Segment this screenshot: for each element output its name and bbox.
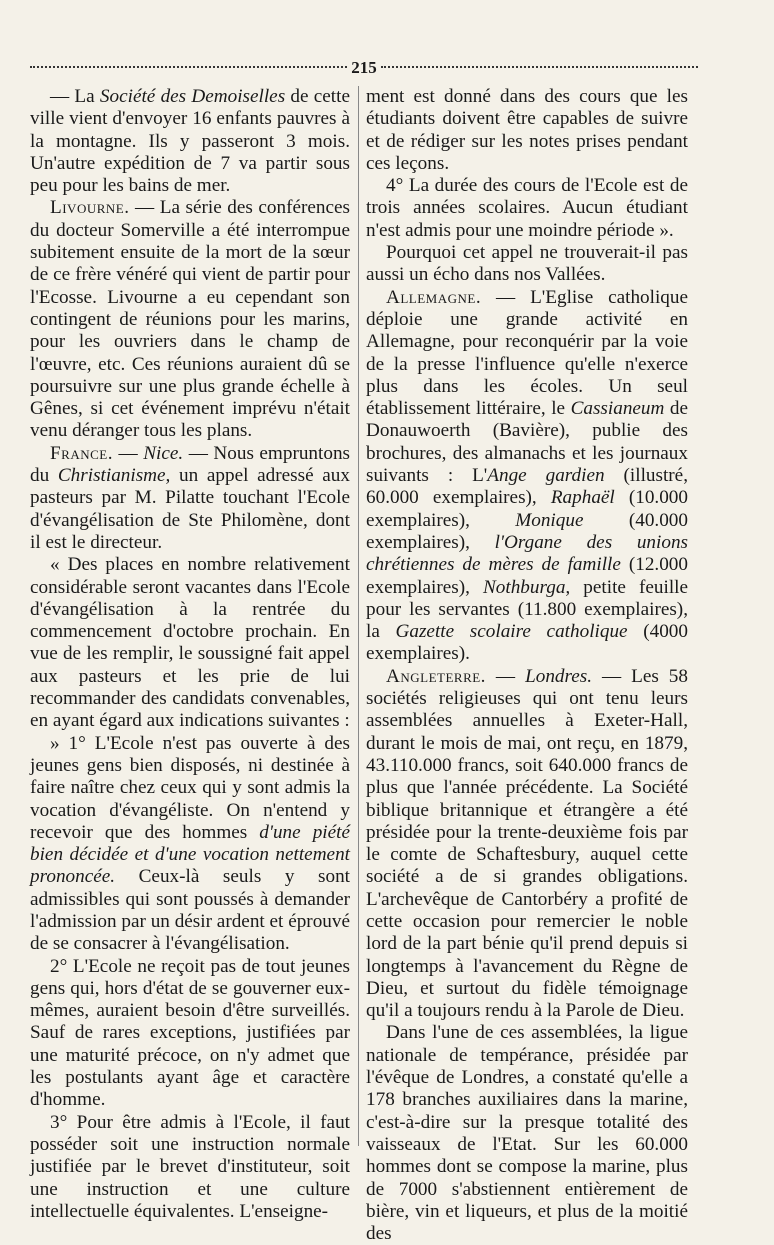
paragraph-france: France. — Nice. — Nous empruntons du Christianisme, un appel adressé aux pasteurs par M. Pilatte touchant l'Ecole d'évangélisation de Ste Philomène, dont il est le directeur. — [30, 442, 351, 553]
left-column — [30, 86, 350, 1223]
paragraph-point-4: 4° La durée des cours de l'Ecole est de trois années scolaires. Aucun étudiant n'est admis pour une moindre période ». — [366, 175, 688, 241]
paragraph-point-3: 3° Pour être admis à l'Ecole, il faut posséder soit une instruction normale justifiée par le brevet d'instituteur, soit une instruction et une culture intellectuelle équivalentes. L'enseigne- — [30, 1111, 350, 1222]
paragraph-angleterre: Angleterre. — Londres. — Les 58 sociétés religieuses qui ont tenu leurs assemblées annuelles à Exeter-Hall, durant le mois de mai, ont reçu, en 1879, 43.110.000 francs, soit 640.000 francs de plus que l'année précédente. La Société biblique britannique et étrangère a été présidée pour la trente-deuxième fois par le comte de Schaftesbury, auquel cette société a de si grandes obligations. L'archevêque de Cantorbéry a profité de cette occasion pour remercier le noble lord de la part bénie qu'il prend depuis si longtemps à l'avancement du Règne de Dieu, et surtout du fidèle témoignage qu'il a toujours rendu à la Parole de Dieu. — [366, 665, 688, 1022]
header-rule-left — [30, 66, 347, 74]
right-column — [366, 86, 688, 1245]
header-rule-right — [381, 66, 698, 74]
paragraph-point-2: 2° L'Ecole ne reçoit pas de tout jeunes gens qui, hors d'état de se gouverner eux-mêmes, auraient besoin d'être surveillés. Sauf de rares exceptions, justifiées par une maturité précoce, on n'y admet que les postulants ayant âge et caractère d'homme. — [30, 955, 350, 1111]
page-header — [30, 58, 698, 78]
paragraph-point-1: » 1° L'Ecole n'est pas ouverte à des jeunes gens bien disposés, ni destinée à faire naître chez ceux qui y sont admis la vocation d'évangéliste. On n'entend y recevoir que des hommes d'une piété bien décidée et d'une vocation nettement prononcée. Ceux-là seuls y sont admissibles qui sont poussés à demander l'admission par un désir ardent et éprouvé de se consacrer à l'évangélisation. — [30, 732, 350, 955]
paragraph-continuation: ment est donné dans des cours que les étudiants doivent être capables de suivre et de rédiger sur les notes prises pendant ces leçons. — [366, 86, 688, 174]
paragraph-livourne: Livourne. — La série des conférences du docteur Somerville a été interrompue subitement ensuite de la mort de la sœur de ce frère vénéré qui vient de partir pour l'Ecosse. Livourne a eu cependant son contingent de réunions pour les marins, pour les ouvriers dans le champ de l'œuvre, etc. Ces réunions auraient dû se poursuivre sur une plus grande échelle à Gênes, si cet événement imprévu n'était venu déranger tous les plans. — [30, 197, 350, 442]
paragraph-temperance: Dans l'une de ces assemblées, la ligue nationale de tempérance, présidée par l'évêque de Londres, a constaté qu'elle a 178 branches auxiliaires dans la marine, c'est-à-dire sur la presque totalité des vaisseaux de l'Etat. Sur les 60.000 hommes dont se compose la marine, plus de 7000 s'abstiennent entièrement de bière, vin et liqueurs, et plus de la moitié des — [366, 1022, 688, 1245]
paragraph-vallees: Pourquoi cet appel ne trouverait-il pas aussi un écho dans nos Vallées. — [366, 242, 688, 286]
paragraph-allemagne: Allemagne. — L'Eglise catholique déploie une grande activité en Allemagne, pour reconquérir par la voie de la presse l'influence qu'elle n'exerce plus dans les écoles. Un seul établissement littéraire, le Cassianeum de Donauwoerth (Bavière), publie des brochures, des almanachs et les journaux suivants : L'Ange gardien (illustré, 60.000 exemplaires), Raphaël (10.000 exemplaires), Monique (40.000 exemplaires), l'Organe des unions chrétiennes de mères de famille (12.000 exemplaires), Nothburga, petite feuille pour les servantes (11.800 exemplaires), la Gazette scolaire catholique (4000 exemplaires). — [366, 286, 688, 665]
column-divider — [358, 86, 359, 1146]
paragraph-demoiselles: — La Société des Demoiselles de cette ville vient d'envoyer 16 enfants pauvres à la montagne. Ils y passeront 3 mois. Un'autre expédition de 7 va partir sous peu pour les bains de mer. — [30, 86, 350, 197]
page-number: 215 — [351, 58, 377, 77]
paragraph-appel: « Des places en nombre relativement considérable seront vacantes dans l'Ecole d'évangélisation à la rentrée du commencement d'octobre prochain. En vue de les remplir, le soussigné fait appel aux pasteurs et les prie de lui recommander des candidats convenables, en ayant égard aux indications suivantes : — [30, 554, 350, 732]
